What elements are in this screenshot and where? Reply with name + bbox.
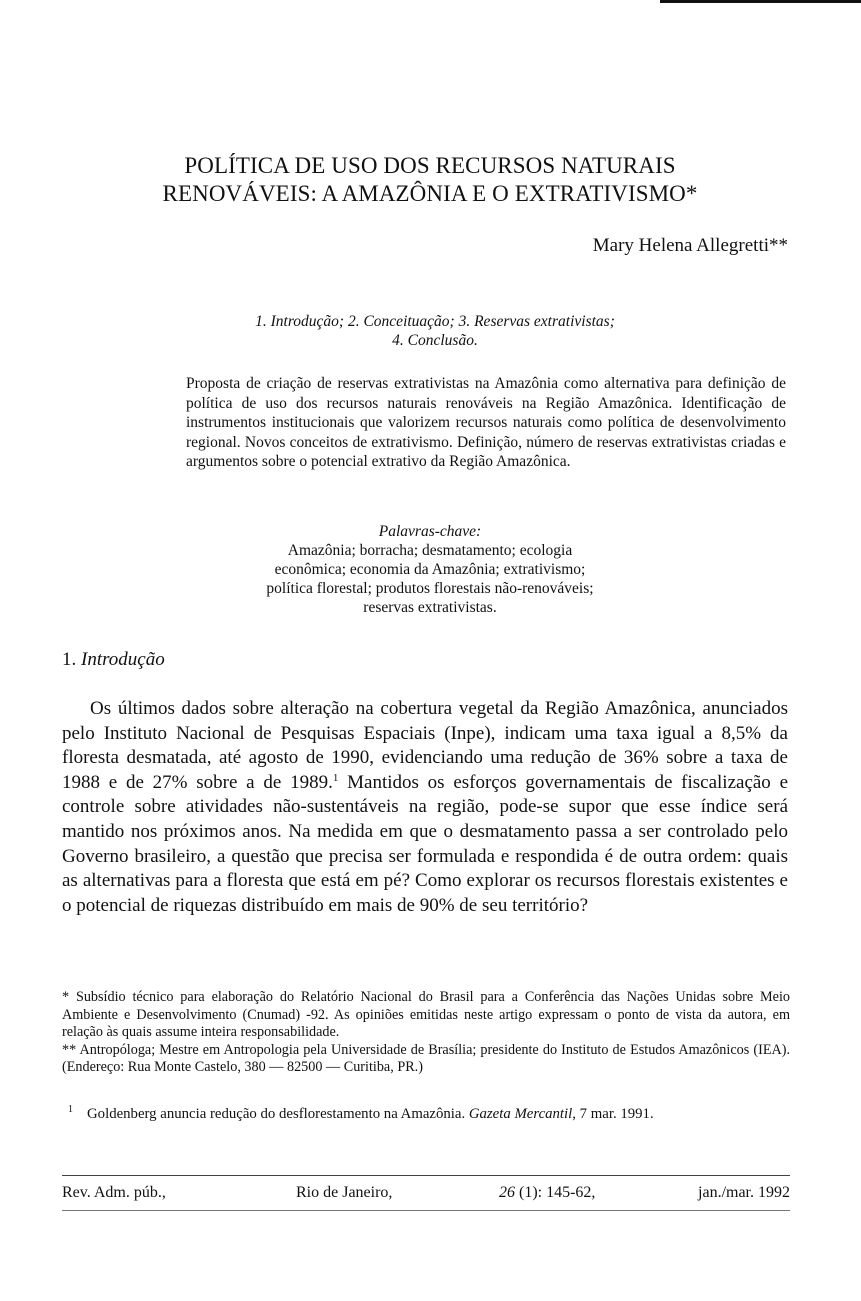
footer-pages: (1): 145-62, [515, 1184, 596, 1201]
footer-volume: 26 [499, 1184, 515, 1201]
reference-journal: Gazeta Mercantil [468, 1106, 573, 1122]
reference-number: 1 [68, 1104, 73, 1115]
keywords-line: reservas extrativistas. [363, 599, 497, 616]
footer-rule-top [62, 1175, 790, 1176]
reference-note-1 [68, 1101, 788, 1123]
footer-date: jan./mar. 1992 [698, 1184, 790, 1201]
table-of-contents [150, 312, 720, 350]
section-heading-introduction [62, 648, 165, 672]
body-paragraph [62, 697, 788, 918]
toc-line-2: 4. Conclusão. [392, 332, 478, 349]
author-footnotes [62, 989, 790, 1077]
top-edge-rule [660, 0, 861, 3]
title-line-1: POLÍTICA DE USO DOS RECURSOS NATURAIS [184, 153, 676, 178]
body-text-part-1: Os últimos dados sobre alteração na cobertura vegetal da Região Amazônica, anunciados pelo Instituto Nacional de Pesquisas Espaciais (Inpe), indicam uma taxa igual a 8,5% da floresta desmatada, até agosto de 1990, evidenciando uma redução de 36% sobre a taxa de 1988 e de 27% sobre a de 1989. [62, 698, 788, 793]
abstract: Proposta de criação de reservas extrativistas na Amazônia como alternativa para definição de política de uso dos recursos naturais renováveis na Região Amazônica. Identificação de instrumentos institucionais que valorizem recursos naturais como política de desenvolvimento regional. Novos conceitos de extrativismo. Definição, número de reservas extrativistas criadas e argumentos sobre o potencial extrativo da Região Amazônica. [186, 375, 786, 470]
section-title: Introdução [81, 649, 165, 670]
title-line-2: RENOVÁVEIS: A AMAZÔNIA E O EXTRATIVISMO* [162, 181, 698, 206]
keywords-line: econômica; economia da Amazônia; extrativismo; [274, 561, 586, 578]
author-name: Mary Helena Allegretti** [592, 235, 788, 256]
footer-city: Rio de Janeiro, [296, 1184, 393, 1201]
section-number: 1. [62, 649, 77, 670]
body-text-part-2: Mantidos os esforços governamentais de fiscalização e controle sobre atividades não-sustentáveis na região, pode-se supor que esse índice será mantido nos próximos anos. Na medida em que o desmatamento passa a ser controlado pelo Governo brasileiro, a questão que precisa ser formulada e respondida é de outra ordem: quais as alternativas para a floresta que está em pé? Como explorar os recursos florestais existentes e o potencial de riquezas distribuído em mais de 90% de seu território? [62, 771, 789, 916]
article-title [100, 152, 760, 208]
footnote-single-star: * Subsídio técnico para elaboração do Relatório Nacional do Brasil para a Conferência das Nações Unidas sobre Meio Ambiente e Desenvolvimento (Cnumad) -92. As opiniões emitidas neste artigo expressam o ponto de vista da autora, em relação às quais assume inteira responsabilidade. [62, 989, 790, 1040]
footnote-double-star: ** Antropóloga; Mestre em Antropologia pela Universidade de Brasília; presidente do Instituto de Estudos Amazônicos (IEA). (Endereço: Rua Monte Castelo, 380 — 82500 — Curitiba, PR.) [62, 1041, 790, 1075]
footer-issue [499, 1183, 595, 1203]
keywords-line: política florestal; produtos florestais não-renováveis; [266, 580, 594, 597]
footnote-reference-1: 1 [332, 771, 339, 784]
footer-rule-bottom [62, 1210, 790, 1211]
reference-date: , 7 mar. 1991. [572, 1106, 654, 1122]
footer-journal: Rev. Adm. púb., [62, 1184, 166, 1201]
keywords-label: Palavras-chave: [378, 523, 482, 540]
keywords-block [180, 522, 680, 617]
toc-line-1: 1. Introdução; 2. Conceituação; 3. Reservas extrativistas; [255, 313, 615, 330]
keywords-line: Amazônia; borracha; desmatamento; ecologia [287, 542, 573, 559]
reference-text: Goldenberg anuncia redução do desflorestamento na Amazônia. [87, 1106, 469, 1122]
